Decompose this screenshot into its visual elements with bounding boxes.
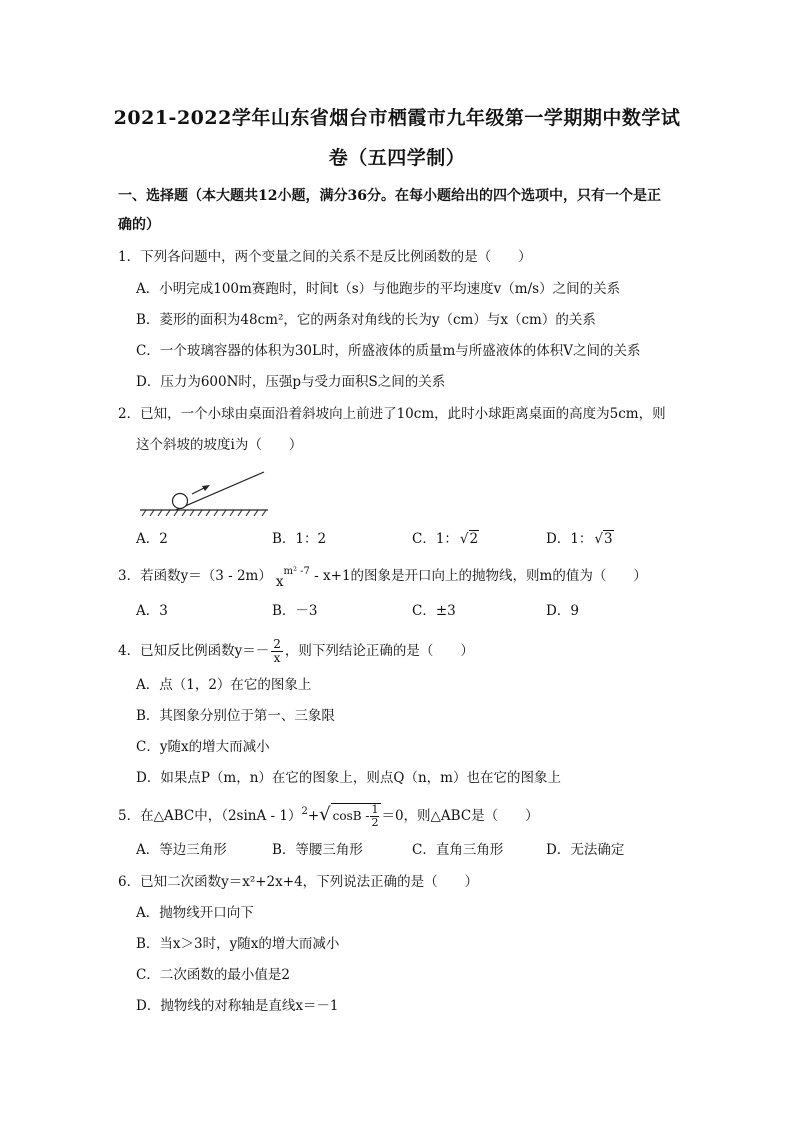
q2-option-d bbox=[546, 529, 614, 549]
q2-stem-line1: 2．已知，一个小球由桌面沿着斜坡向上前进了10cm，此时小球距离桌面的高度为5cm，则 bbox=[118, 406, 666, 422]
q2-option-d-radicand: 3 bbox=[604, 531, 613, 547]
section-heading-line2: 确的） bbox=[118, 217, 160, 233]
q5-option-d: D．无法确定 bbox=[546, 842, 625, 858]
q1-option-d: D．压力为600N时，压强p与受力面积S之间的关系 bbox=[136, 374, 446, 390]
q3-option-d: D．9 bbox=[546, 603, 579, 619]
q3-option-a: A．3 bbox=[136, 603, 168, 619]
q6-option-a: A．抛物线开口向下 bbox=[136, 905, 254, 921]
q2-options bbox=[136, 529, 696, 549]
q5-stem-prefix: 5．在△ABC中，（2sinA - 1） bbox=[118, 808, 302, 824]
q3-stem-suffix: - x+1的图象是开口向上的抛物线，则m的值为（ ） bbox=[309, 568, 647, 584]
q5-square: 2 bbox=[301, 806, 308, 817]
q5-frac-den: 2 bbox=[371, 816, 379, 829]
q5-option-b: B．等腰三角形 bbox=[272, 842, 363, 858]
q5-radicand bbox=[331, 803, 382, 829]
q1-option-a: A．小明完成100m赛跑时，时间t（s）与他跑步的平均速度v（m/s）之间的关系 bbox=[136, 281, 621, 297]
q2-option-c bbox=[412, 529, 479, 549]
q3-option-c: C．±3 bbox=[412, 603, 456, 619]
exam-title-line1: 2021-2022学年山东省烟台市栖霞市九年级第一学期期中数学试 bbox=[113, 107, 681, 129]
q2-option-d-prefix: D．1： bbox=[546, 531, 593, 547]
ball-circle bbox=[173, 494, 188, 509]
q3-exponent: m² -7 bbox=[283, 566, 310, 577]
q5-frac-num: 1 bbox=[371, 803, 379, 816]
q6-option-c: C．二次函数的最小值是2 bbox=[136, 967, 290, 983]
q5-option-a: A．等边三角形 bbox=[136, 842, 227, 858]
q3-base: x bbox=[275, 574, 284, 590]
slope-diagram bbox=[136, 468, 276, 520]
q5-stem bbox=[118, 803, 539, 829]
q4-stem-prefix: 4．已知反比例函数y＝－ bbox=[118, 643, 270, 659]
q4-option-d: D．如果点P（m，n）在它的图象上，则点Q（n，m）也在它的图象上 bbox=[136, 770, 561, 786]
q4-stem-suffix: ，则下列结论正确的是（ ） bbox=[284, 643, 474, 659]
q3-stem bbox=[118, 566, 647, 588]
q1-option-c: C．一个玻璃容器的体积为30L时，所盛液体的质量m与所盛液体的体积V之间的关系 bbox=[136, 343, 641, 359]
q3-option-b: B．－3 bbox=[272, 603, 318, 619]
q5-sqrt-sign: √ bbox=[319, 804, 331, 825]
q5-plus: + bbox=[307, 808, 320, 824]
q6-stem: 6．已知二次函数y＝x²+2x+4，下列说法正确的是（ ） bbox=[118, 874, 479, 890]
q5-option-c: C．直角三角形 bbox=[412, 842, 504, 858]
q2-option-d-sqrt: √3 bbox=[594, 531, 613, 547]
q6-option-d: D．抛物线的对称轴是直线x＝－1 bbox=[136, 998, 339, 1014]
q2-option-c-sqrt: √2 bbox=[459, 531, 479, 547]
q2-option-c-prefix: C．1： bbox=[412, 531, 458, 547]
q3-options bbox=[136, 601, 696, 621]
q2-option-c-radicand: 2 bbox=[469, 531, 479, 547]
q2-stem-line2: 这个斜坡的坡度i为（ ） bbox=[136, 437, 303, 453]
q4-option-a: A．点（1，2）在它的图象上 bbox=[136, 677, 312, 693]
q4-option-c: C．y随x的增大而减小 bbox=[136, 739, 270, 755]
q5-stem-suffix: ＝0，则△ABC是（ ） bbox=[381, 808, 539, 824]
slope-line bbox=[176, 472, 264, 510]
q5-radicand-text: cosB - bbox=[332, 809, 370, 823]
q3-stem-prefix: 3．若函数y＝（3 - 2m） bbox=[118, 568, 272, 584]
q4-numerator: 2 bbox=[273, 637, 281, 651]
q4-stem bbox=[118, 638, 474, 665]
q1-stem: 1．下列各问题中，两个变量之间的关系不是反比例函数的是（ ） bbox=[118, 249, 532, 265]
q5-options bbox=[136, 840, 696, 860]
q2-option-a: A．2 bbox=[136, 531, 168, 547]
q4-option-b: B．其图象分别位于第一、三象限 bbox=[136, 708, 335, 724]
q4-denominator: x bbox=[273, 651, 281, 665]
q5-fraction bbox=[370, 804, 379, 829]
q1-option-b: B．菱形的面积为48cm²，它的两条对角线的长为y（cm）与x（cm）的关系 bbox=[136, 312, 596, 328]
q4-fraction bbox=[271, 638, 283, 665]
q6-option-b: B．当x＞3时，y随x的增大而减小 bbox=[136, 936, 340, 952]
ground-hatching bbox=[142, 510, 266, 516]
q2-option-b: B．1：2 bbox=[272, 531, 327, 547]
exam-title-line2: 卷（五四学制） bbox=[328, 147, 466, 169]
section-heading-line1: 一、选择题（本大题共12小题，满分36分。在每小题给出的四个选项中，只有一个是正 bbox=[118, 188, 661, 204]
